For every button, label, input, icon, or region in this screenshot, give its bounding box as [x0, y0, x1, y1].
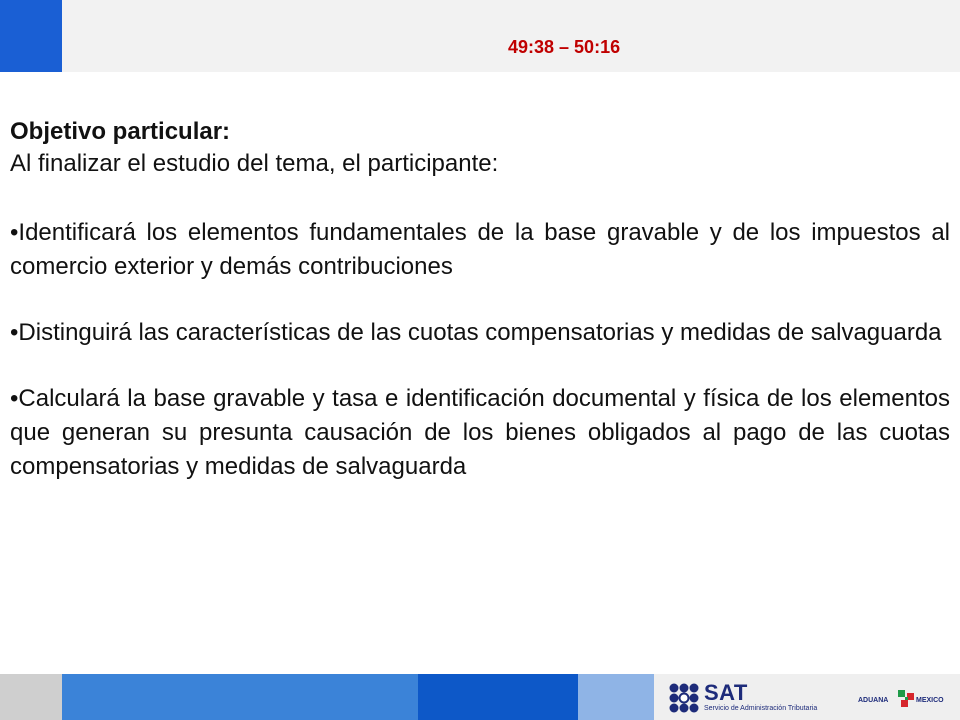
bullet-item: •Identificará los elementos fundamentales de la base gravable y de los impuestos al comercio exterior y demás contribuciones — [10, 219, 950, 280]
objective-heading: Objetivo particular: — [10, 118, 231, 145]
bullet-item: •Distinguirá las características de las cuotas compensatorias y medidas de salvaguarda — [10, 319, 942, 346]
sat-wordmark: SAT — [704, 680, 748, 705]
footer-segment — [62, 674, 418, 720]
sat-emblem-icon — [668, 682, 700, 714]
header-accent-block — [0, 0, 62, 72]
objective-intro: Al finalizar el estudio del tema, el participante: — [10, 150, 499, 177]
footer-segment — [0, 674, 62, 720]
footer-segment — [418, 674, 578, 720]
header-band — [0, 0, 960, 72]
footer-segment — [578, 674, 654, 720]
aduana-emblem-icon — [898, 690, 914, 708]
mexico-label: MEXICO — [916, 697, 944, 704]
sat-subtitle: Servicio de Administración Tributaria — [704, 705, 818, 712]
aduana-label: ADUANA — [858, 697, 889, 704]
bullet-item: •Calculará la base gravable y tasa e identificación documental y física de los elementos que generan su presunta causación de los bienes obligados al pago de las cuotas compensatorias y medidas de salvaguarda — [10, 385, 950, 480]
slide-content — [10, 116, 950, 484]
aduana-mexico-logo — [858, 690, 958, 712]
timestamp-label: 49:38 – 50:16 — [508, 37, 621, 57]
sat-logo — [668, 680, 858, 716]
